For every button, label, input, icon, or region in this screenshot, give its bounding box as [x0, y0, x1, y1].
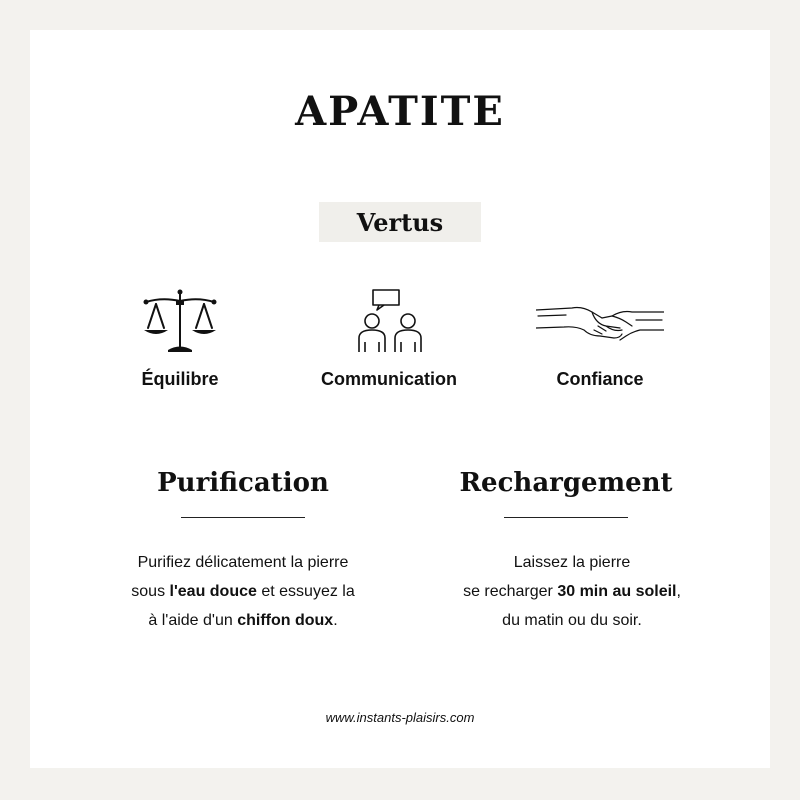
rechargement-line-2: se recharger 30 min au soleil, [463, 583, 681, 600]
purification-line-2: sous l'eau douce et essuyez la [131, 583, 355, 600]
balance-scale-icon [138, 288, 218, 354]
conversation-icon [355, 288, 427, 354]
purification-line-3: à l'aide d'un chiffon doux. [148, 612, 338, 629]
purification-line-1: Purifiez délicatement la pierre [137, 554, 349, 571]
virtue-label-communication: Communication [320, 369, 457, 389]
rechargement-divider [504, 517, 628, 518]
vertus-heading: Vertus [356, 207, 444, 237]
handshake-icon [536, 302, 664, 346]
footer-website: www.instants-plaisirs.com [325, 710, 475, 725]
purification-divider [181, 517, 305, 518]
rechargement-line-1: Laissez la pierre [513, 554, 631, 571]
rechargement-title: Rechargement [459, 468, 673, 498]
rechargement-text [412, 548, 732, 635]
vertus-heading-box [319, 202, 481, 242]
content-card [30, 30, 770, 768]
virtue-label-confiance: Confiance [556, 369, 644, 389]
purification-text [83, 548, 403, 635]
virtue-label-equilibre: Équilibre [141, 369, 219, 389]
page-title: APATITE [295, 88, 505, 135]
purification-title: Purification [157, 468, 329, 498]
rechargement-line-3: du matin ou du soir. [502, 612, 642, 629]
